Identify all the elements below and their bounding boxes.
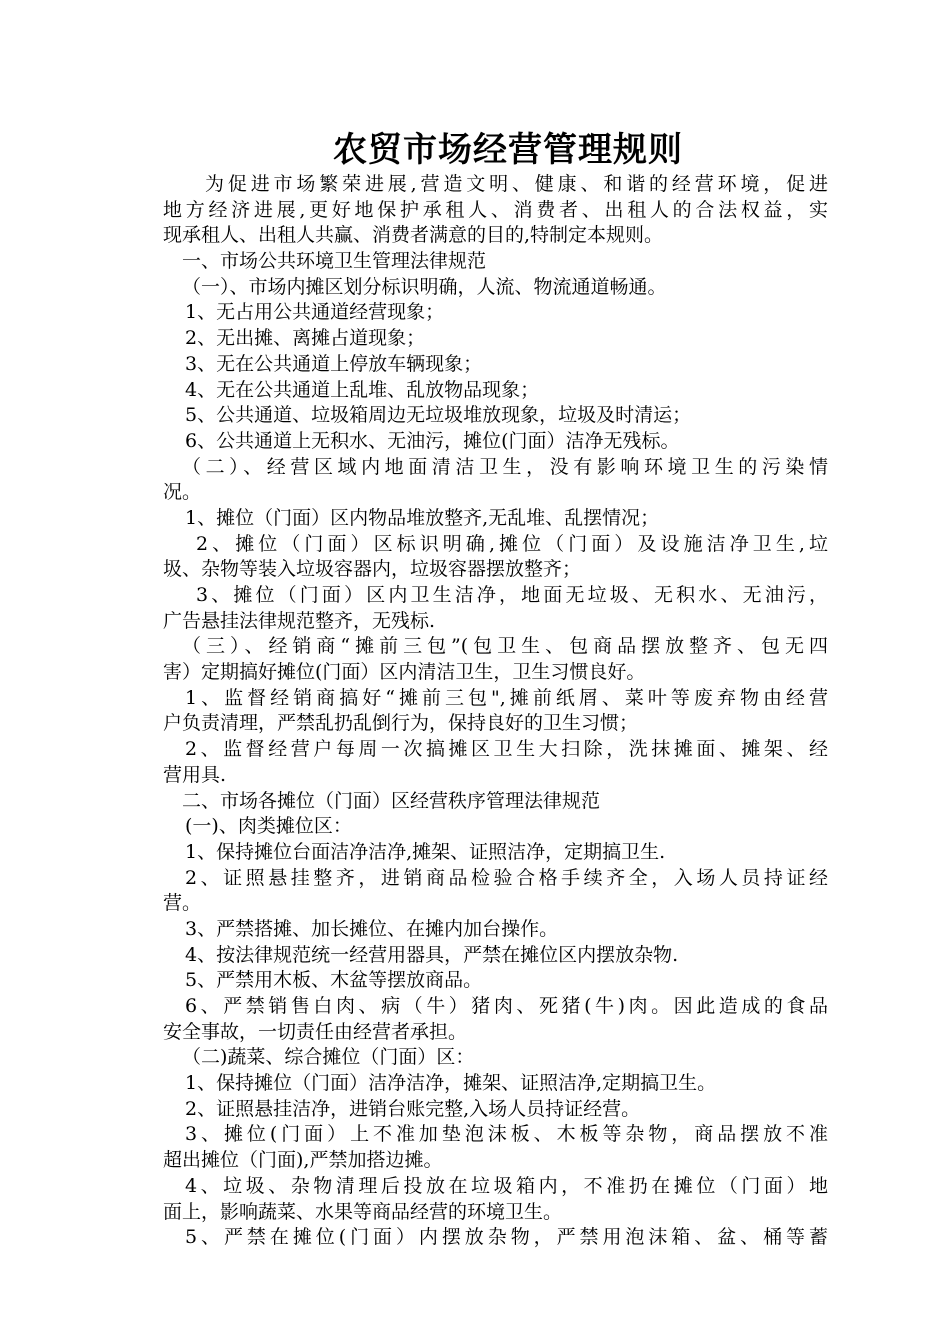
paragraph-line: 3、无在公共通道上停放车辆现象； [185,352,483,375]
paragraph-line: 6、严禁销售白肉、病（牛）猪肉、死猪(牛)肉。因此造成的食品 [185,995,828,1017]
paragraph-line: 营用具. [163,763,227,786]
paragraph-line: 1、保持摊位台面洁净洁净,摊架、证照洁净，定期搞卫生. [185,840,666,863]
paragraph-line: 5、公共通道、垃圾箱周边无垃圾堆放现象，垃圾及时清运； [185,404,692,427]
paragraph-line: 况。 [163,481,202,504]
paragraph-line: 超出摊位（门面),严禁加搭边摊。 [163,1149,443,1172]
paragraph-line: 害）定期搞好摊位(门面）区内清洁卫生，卫生习惯良好。 [163,661,646,684]
paragraph-line: 4、无在公共通道上乱堆、乱放物品现象； [185,378,540,401]
paragraph-line: 5、严禁用木板、木盆等摆放商品。 [185,969,483,992]
paragraph-line: 现承租人、出租人共赢、消费者满意的目的,特制定本规则。 [163,224,664,247]
paragraph-line: 为促进市场繁荣进展,营造文明、健康、和谐的经营环境，促进 [205,173,828,195]
paragraph-line: （三）、经销商“摊前三包”(包卫生、包商品摆放整齐、包无四 [182,635,828,658]
paragraph-line: 1、无占用公共通道经营现象； [185,301,445,324]
paragraph-line: 2、无出摊、离摊占道现象； [185,327,426,350]
paragraph-line: （一）、市场内摊区划分标识明确，人流、物流通道畅通。 [182,275,667,298]
paragraph-line: 营。 [163,892,202,915]
paragraph-line: 2、摊位（门面）区标识明确,摊位（门面）及设施洁净卫生,垃 [196,532,828,555]
paragraph-line: 安全事故，一切责任由经营者承担。 [163,1020,468,1043]
paragraph-line: 一、市场公共环境卫生管理法律规范 [182,250,487,273]
paragraph-line: 6、公共通道上无积水、无油污，摊位(门面）洁净无残标。 [185,429,680,452]
paragraph-line: 1、监督经销商搞好“摊前三包",摊前纸屑、菜叶等废弃物由经营 [185,686,828,709]
paragraph-line: 面上，影响蔬菜、水果等商品经营的环境卫生。 [163,1200,563,1223]
paragraph-line: 二、市场各摊位（门面）区经营秩序管理法律规范 [182,789,601,812]
paragraph-line: 3、摊位(门面）上不准加垫泡沫板、木板等杂物，商品摆放不准 [185,1123,828,1146]
paragraph-line: 2、证照悬挂整齐，进销商品检验合格手续齐全，入场人员持证经 [185,866,828,889]
paragraph-line: 3、摊位（门面）区内卫生洁净，地面无垃圾、无积水、无油污， [196,584,828,606]
paragraph-line: 圾、杂物等装入垃圾容器内，垃圾容器摆放整齐； [163,558,582,581]
paragraph-line: 1、保持摊位（门面）洁净洁净，摊架、证照洁净,定期搞卫生。 [185,1072,717,1095]
document-title: 农贸市场经营管理规则 [333,130,683,170]
paragraph-line: (一)、肉类摊位区： [185,815,352,838]
paragraph-line: 地方经济进展,更好地保护承租人、消费者、出租人的合法权益，实 [163,198,828,221]
paragraph-line: （二)蔬菜、综合摊位（门面）区： [182,1046,475,1069]
paragraph-line: 1、摊位（门面）区内物品堆放整齐,无乱堆、乱摆情况； [185,506,660,529]
paragraph-line: 2、监督经营户每周一次搞摊区卫生大扫除，洗抹摊面、摊架、经 [185,738,828,761]
paragraph-line: 3、严禁搭摊、加长摊位、在摊内加台操作。 [185,917,559,940]
document-body [163,172,828,1251]
paragraph-line: （二）、经营区域内地面清洁卫生，没有影响环境卫生的污染情 [182,455,828,478]
paragraph-line: 5、严禁在摊位(门面）内摆放杂物，严禁用泡沫箱、盆、桶等蓄 [185,1226,828,1249]
paragraph-line: 4、按法律规范统一经营用器具，严禁在摊位区内摆放杂物. [185,943,679,966]
paragraph-line: 广告悬挂法律规范整齐，无残标. [163,609,436,632]
paragraph-line: 户负责清理，严禁乱扔乱倒行为，保持良好的卫生习惯； [163,712,639,735]
paragraph-line: 2、证照悬挂洁净，进销台账完整,入场人员持证经营。 [185,1097,641,1120]
paragraph-line: 4、垃圾、杂物清理后投放在垃圾箱内，不准扔在摊位（门面）地 [185,1174,828,1197]
